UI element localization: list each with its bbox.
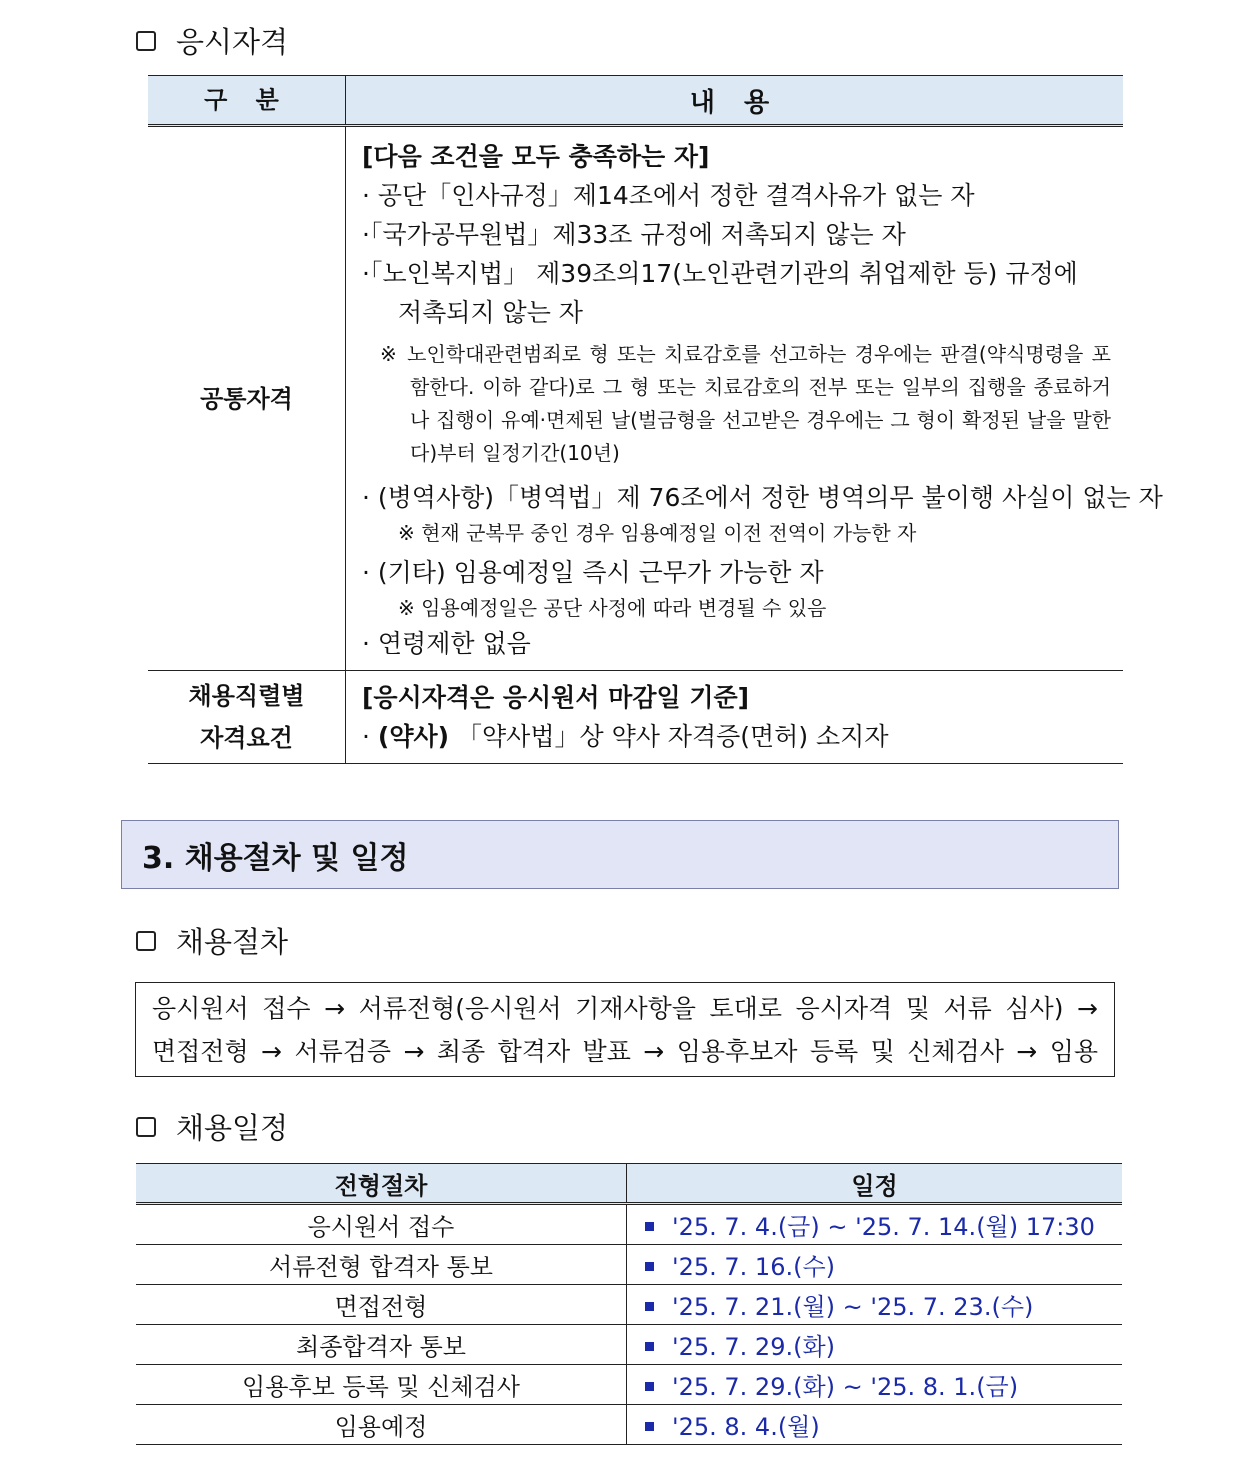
job-label-line-2: 자격요건: [200, 724, 293, 752]
schedule-date-text: '25. 8. 4.(월): [672, 1413, 820, 1441]
schedule-step: 최종합격자 통보: [136, 1325, 627, 1365]
job-requirement: [362, 717, 1111, 756]
table-row: [136, 1285, 1122, 1325]
square-bullet-icon: [645, 1222, 654, 1231]
table-row: [136, 1365, 1122, 1405]
common-line-3: ·「노인복지법」 제39조의17(노인관련기관의 취업제한 등) 규정에: [362, 258, 1078, 288]
section-banner: [121, 820, 1119, 889]
schedule-date: [627, 1325, 1123, 1365]
square-bullet-icon: [645, 1382, 654, 1391]
table-row: [136, 1204, 1122, 1245]
job-requirement-text: 「약사법」상 약사 자격증(면허) 소지자: [457, 722, 889, 751]
table-row: [136, 1405, 1122, 1445]
checkbox-square-icon: [136, 31, 156, 51]
schedule-date: [627, 1204, 1123, 1245]
header-category: 구 분: [148, 76, 346, 126]
schedule-header-step: 전형절차: [136, 1164, 627, 1204]
header-content: 내 용: [346, 76, 1124, 126]
process-line-1: 응시원서 접수 → 서류전형(응시원서 기재사항을 토대로 응시자격 및 서류 심사) →: [152, 994, 1098, 1023]
job-content: [346, 671, 1124, 764]
process-box: [135, 982, 1115, 1077]
schedule-date-text: '25. 7. 29.(화) ~ '25. 8. 1.(금): [672, 1373, 1019, 1401]
process-heading: [136, 920, 288, 961]
schedule-date-text: '25. 7. 4.(금) ~ '25. 7. 14.(월) 17:30: [672, 1213, 1095, 1241]
schedule-step: 서류전형 합격자 통보: [136, 1245, 627, 1285]
job-label: [148, 671, 346, 764]
common-content: [346, 126, 1163, 671]
military-line: · (병역사항)「병역법」제 76조에서 정한 병역의무 불이행 사실이 없는 자: [362, 482, 1163, 512]
job-role: (약사): [377, 722, 450, 751]
square-bullet-icon: [645, 1342, 654, 1351]
age-line: · 연령제한 없음: [362, 628, 531, 658]
schedule-date-text: '25. 7. 21.(월) ~ '25. 7. 23.(수): [672, 1293, 1034, 1321]
schedule-step: 임용예정: [136, 1405, 627, 1445]
square-bullet-icon: [645, 1262, 654, 1271]
common-line-1: · 공단「인사규정」제14조에서 정한 결격사유가 없는 자: [362, 180, 975, 210]
schedule-date: [627, 1285, 1123, 1325]
schedule-step: 응시원서 접수: [136, 1204, 627, 1245]
checkbox-square-icon: [136, 1117, 156, 1137]
common-note: ※ 노인학대관련범죄로 형 또는 치료감호를 선고하는 경우에는 판결(약식명령을 포함한다. 이하 같다)로 그 형 또는 치료감호의 전부 또는 일부의 집행을 종료하거나 집행이 유예·면제된 날(벌금형을 선고받은 경우에는 그 형이 확정된 날을 말한다)부터 일정기간(10년): [380, 341, 1111, 465]
job-title: [응시자격은 응시원서 마감일 기준]: [362, 683, 750, 712]
schedule-header-date: 일정: [627, 1164, 1123, 1204]
schedule-table: [136, 1163, 1122, 1445]
other-note: ※ 임용예정일은 공단 사정에 따라 변경될 수 있음: [398, 595, 827, 620]
schedule-date: [627, 1365, 1123, 1405]
common-label: 공통자격: [148, 126, 346, 671]
schedule-date: [627, 1245, 1123, 1285]
common-line-2: ·「국가공무원법」제33조 규정에 저촉되지 않는 자: [362, 219, 906, 249]
qualifications-heading-text: 응시자격: [176, 25, 289, 59]
other-line: · (기타) 임용예정일 즉시 근무가 가능한 자: [362, 557, 824, 587]
schedule-step: 임용후보 등록 및 신체검사: [136, 1365, 627, 1405]
schedule-heading-text: 채용일정: [176, 1111, 289, 1145]
process-line-2: 면접전형 → 서류검증 → 최종 합격자 발표 → 임용후보자 등록 및 신체검사 → 임용: [152, 1037, 1098, 1066]
qualifications-table: [148, 75, 1163, 764]
schedule-heading: [136, 1106, 288, 1147]
qualifications-heading: [136, 20, 288, 61]
square-bullet-icon: [645, 1422, 654, 1431]
schedule-date-text: '25. 7. 16.(수): [672, 1253, 836, 1281]
table-row: [136, 1325, 1122, 1365]
table-row-common: [148, 126, 1123, 671]
schedule-date-text: '25. 7. 29.(화): [672, 1333, 836, 1361]
military-note: ※ 현재 군복무 중인 경우 임용예정일 이전 전역이 가능한 자: [398, 520, 917, 545]
schedule-step: 면접전형: [136, 1285, 627, 1325]
table-row-job: [148, 671, 1123, 764]
checkbox-square-icon: [136, 931, 156, 951]
square-bullet-icon: [645, 1302, 654, 1311]
common-line-4: 저촉되지 않는 자: [398, 297, 583, 327]
section-title: 3. 채용절차 및 일정: [142, 840, 409, 876]
process-heading-text: 채용절차: [176, 925, 289, 959]
common-title: [다음 조건을 모두 충족하는 자]: [362, 141, 710, 171]
job-label-line-1: 채용직렬별: [188, 682, 305, 710]
table-row: [136, 1245, 1122, 1285]
job-bullet: ·: [362, 722, 370, 751]
schedule-date: [627, 1405, 1123, 1445]
